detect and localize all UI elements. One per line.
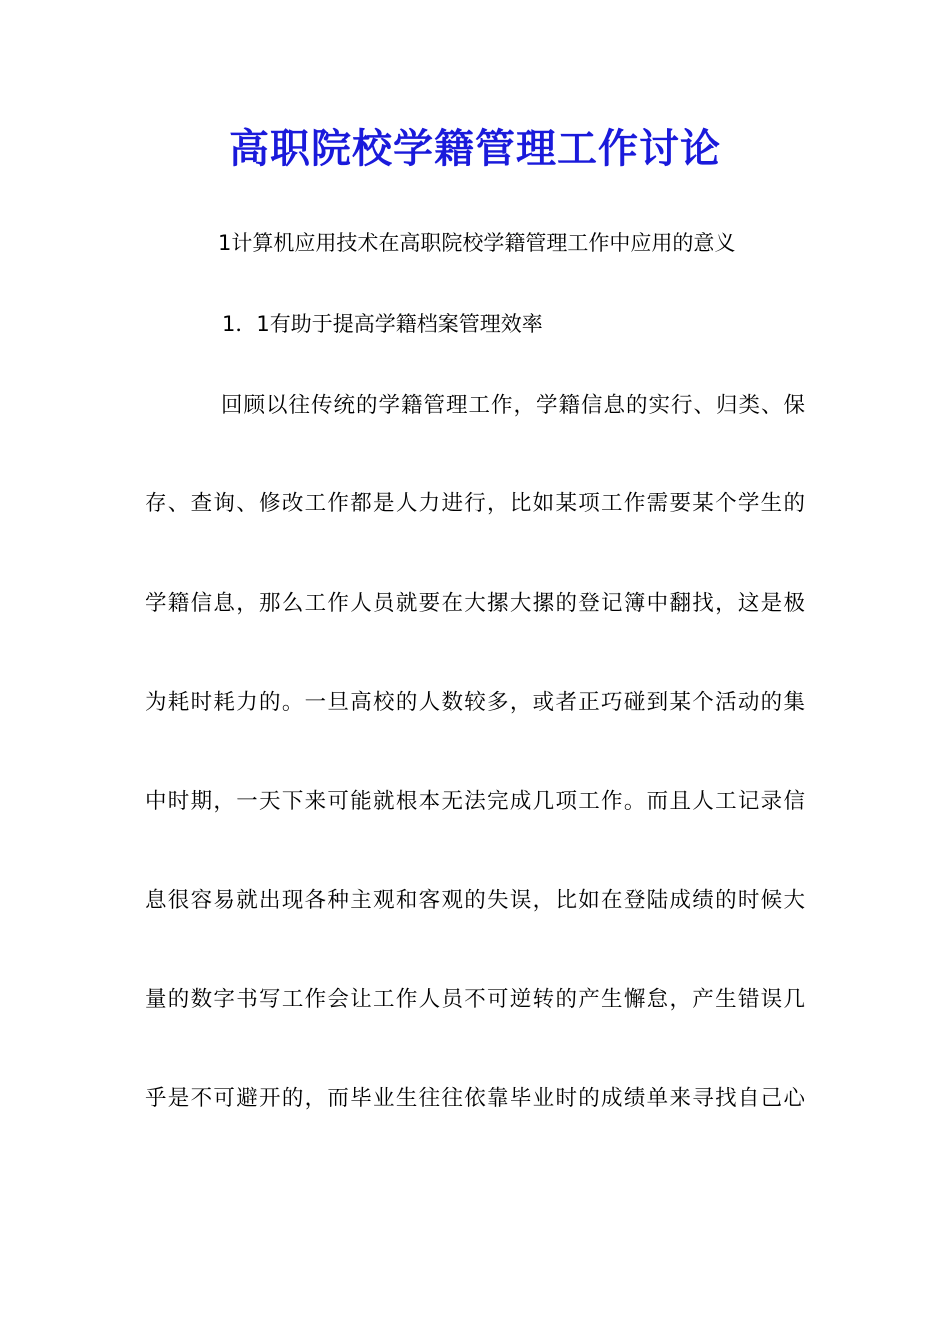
section-heading: 1计算机应用技术在高职院校学籍管理工作中应用的意义 [218,231,736,255]
paragraph-line: 中时期，一天下来可能就根本无法完成几项工作。而且人工记录信 [145,789,805,814]
paragraph-line: 乎是不可避开的，而毕业生往往依靠毕业时的成绩单来寻找自己心 [145,1086,805,1111]
paragraph-line: 为耗时耗力的。一旦高校的人数较多，或者正巧碰到某个活动的集 [145,690,805,715]
paragraph-line: 存、查询、修改工作都是人力进行，比如某项工作需要某个学生的 [145,491,805,516]
paragraph-line: 量的数字书写工作会让工作人员不可逆转的产生懈怠，产生错误几 [145,987,805,1012]
document-title: 高职院校学籍管理工作讨论 [229,125,721,172]
paragraph-line: 学籍信息，那么工作人员就要在大摞大摞的登记簿中翻找，这是极 [145,591,805,616]
paragraph-line: 回顾以往传统的学籍管理工作，学籍信息的实行、归类、保 [221,393,805,418]
subsection-heading: 1．1有助于提高学籍档案管理效率 [222,312,543,336]
paragraph-line: 息很容易就出现各种主观和客观的失误，比如在登陆成绩的时候大 [145,888,805,913]
